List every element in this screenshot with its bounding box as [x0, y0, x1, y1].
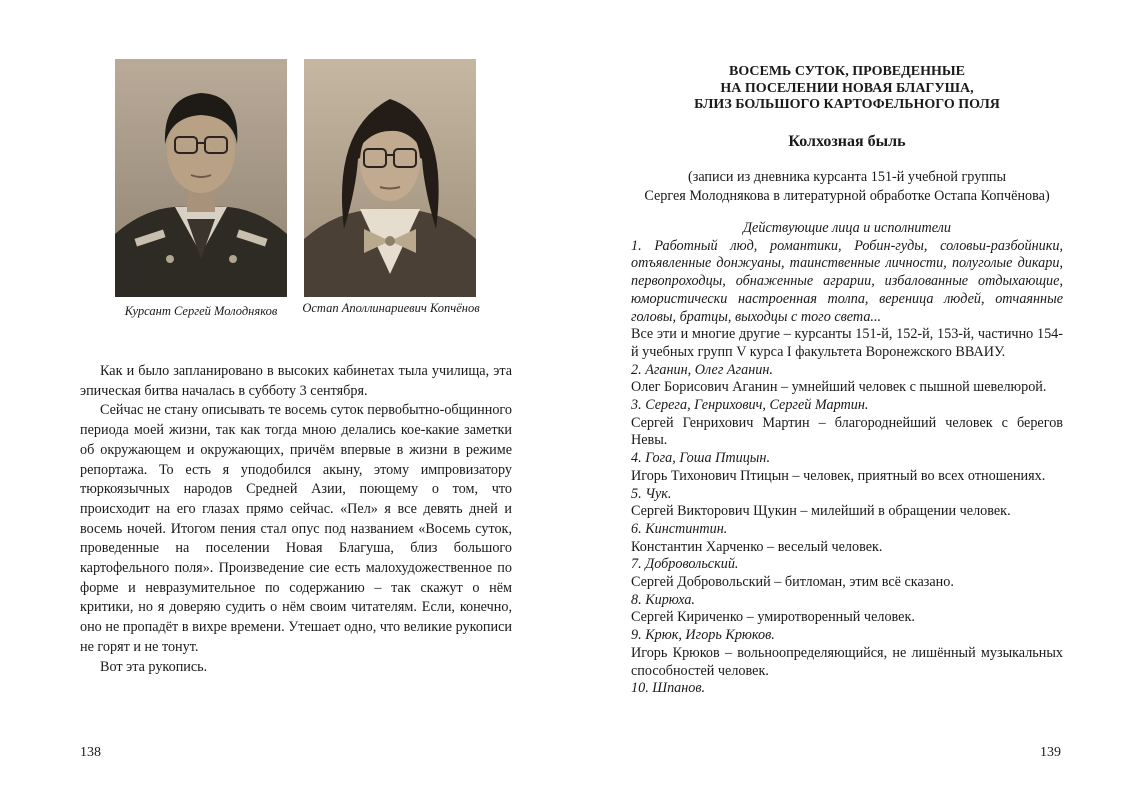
- cast-list: [631, 220, 1063, 698]
- cast-entry: 7. Добровольский.: [631, 556, 739, 573]
- left-page-body: [80, 362, 512, 677]
- cast-entry: Сергей Добровольский – битломан, этим всё сказано.: [631, 574, 954, 591]
- cast-lines: [631, 238, 1063, 698]
- cast-entry: 3. Серега, Генрихович, Сергей Мартин.: [631, 397, 869, 414]
- cast-entry: 6. Кинстинтин.: [631, 520, 728, 537]
- chapter-note: [632, 168, 1062, 205]
- cast-entry: Игорь Крюков – вольноопределяющийся, не лишённый музыкальных способностей человек.: [631, 644, 1063, 679]
- cast-entry: Олег Борисович Аганин – умнейший человек с пышной шевелюрой.: [631, 379, 1047, 396]
- cast-entry: 10. Шпанов.: [631, 680, 706, 697]
- cast-entry: 9. Крюк, Игорь Крюков.: [631, 627, 775, 644]
- paragraph: Сейчас не стану описывать те восемь суток первобытно-общинного периода моей жизни, так как тогда мною делались кое-какие заметки об окружающем и окружающих, причём впервые в жизни в режиме репортажа. То есть я уподобился акыну, этому импровизатору тюркоязычных народов Средней Азии, поющему о том, что происходит на его глазах прямо сейчас. «Пел» я все девять дней и восемь ночей. Итогом пения стал опус под названием «Восемь суток, проведенные на поселении Новая Благуша, близ большого картофельного поля». Произведение сие есть малохудожественное по форме и невразумительное по содержанию – так скажут о нём критики, но я доверяю судить о нём своим читателям. Если, конечно, оно не пропадёт в вихре времени. Утешает одно, что великие рукописи не горят и не тонут.: [80, 402, 512, 655]
- cast-entry: Константин Харченко – веселый человек.: [631, 538, 883, 555]
- cast-entry: Сергей Викторович Щукин – милейший в обращении человек.: [631, 503, 1011, 520]
- note-line: Сергея Молоднякова в литературной обработке Остапа Копчёнова): [644, 187, 1050, 204]
- chapter-title: [632, 64, 1062, 114]
- cast-entry: Игорь Тихонович Птицын – человек, приятный во всех отношениях.: [631, 467, 1046, 484]
- title-line: БЛИЗ БОЛЬШОГО КАРТОФЕЛЬНОГО ПОЛЯ: [694, 97, 1000, 112]
- photo-cadet-sergey: [115, 59, 287, 297]
- cast-entry: 2. Аганин, Олег Аганин.: [631, 361, 773, 378]
- title-line: ВОСЕМЬ СУТОК, ПРОВЕДЕННЫЕ: [729, 64, 965, 79]
- paragraph: Вот эта рукопись.: [100, 658, 208, 675]
- cast-entry: Сергей Кириченко – умиротворенный человек.: [631, 609, 915, 626]
- cast-entry: Сергей Генрихович Мартин – благороднейший человек с берегов Невы.: [631, 414, 1063, 449]
- title-line: НА ПОСЕЛЕНИИ НОВАЯ БЛАГУША,: [720, 80, 974, 96]
- note-line: (записи из дневника курсанта 151-й учебной группы: [687, 169, 1007, 185]
- page-number-right: 139: [1040, 745, 1061, 760]
- cast-entry: 5. Чук.: [631, 485, 672, 502]
- chapter-subtitle: Колхозная быль: [788, 133, 906, 150]
- cast-entry: Все эти и многие другие – курсанты 151-й, 152-й, 153-й, частично 154-й учебных групп V курса I факультета Воронежского ВВАИУ.: [631, 326, 1063, 360]
- cast-entry: 1. Работный люд, романтики, Робин-гуды, соловьи-разбойники, отъявленные донжуаны, таинственные личности, полуголые дикари, первопроходцы, обнаженные аграрии, избалованные отдыхающие, юмористически настроенная толпа, вереница людей, отчаянные головы, братцы, выходцы с того света...: [631, 237, 1063, 325]
- cast-heading: Действующие лица и исполнители: [743, 220, 951, 236]
- page-number-left: 138: [80, 745, 101, 760]
- photo-caption-cadet: Курсант Сергей Молодняков: [124, 304, 278, 318]
- cast-entry: 4. Гога, Гоша Птицын.: [631, 450, 770, 467]
- paragraph: Как и было запланировано в высоких кабинетах тыла училища, эта эпическая битва началась в субботу 3 сентября.: [80, 363, 512, 399]
- photo-caption-ostap: Остап Аполлинариевич Копчёнов: [302, 301, 480, 315]
- photo-ostap: [304, 59, 476, 297]
- cast-entry: 8. Кирюха.: [631, 591, 695, 608]
